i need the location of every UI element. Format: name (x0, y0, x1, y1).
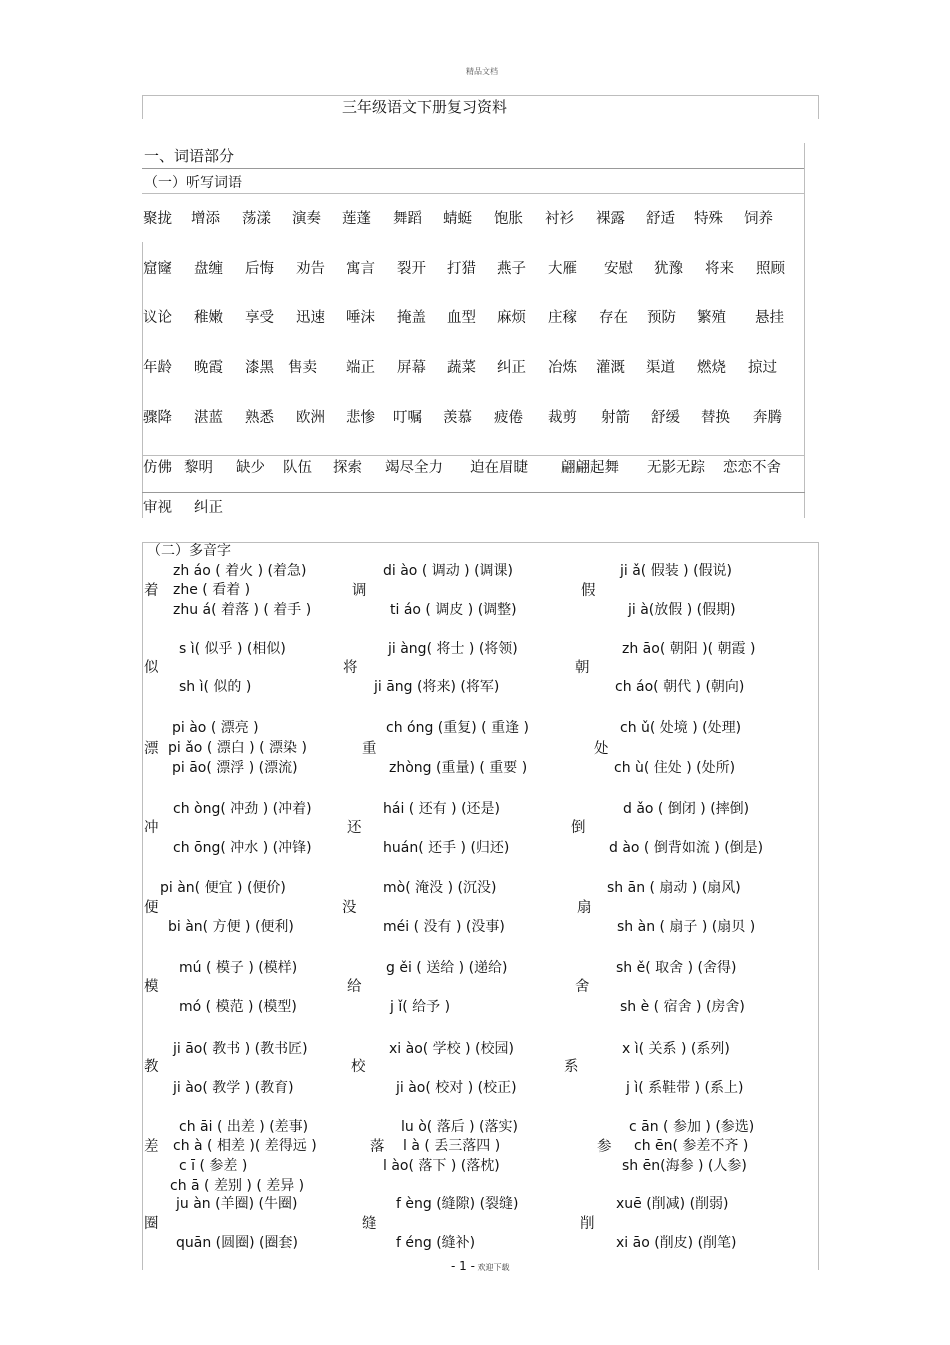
pronunciation-line: ji āng (将来) (将军) (374, 679, 500, 695)
polyphonic-char: 似 (144, 660, 159, 676)
polyphonic-char: 削 (580, 1216, 595, 1232)
pronunciation-line: mò( 淹没 ) (沉没) (383, 880, 497, 896)
word-item: 寓言 (346, 261, 375, 277)
table-line (142, 542, 143, 1270)
polyphonic-char: 差 (144, 1139, 159, 1155)
polyphonic-char: 给 (347, 979, 362, 995)
word-item: 安慰 (604, 261, 633, 277)
word-item: 探索 (333, 460, 362, 476)
pronunciation-line: ji ào( 教学 ) (教育) (173, 1080, 294, 1096)
word-item: 荡漾 (242, 211, 271, 227)
word-item: 麻烦 (497, 310, 526, 326)
pronunciation-line: ch ōng( 冲水 ) (冲锋) (173, 840, 312, 856)
section-heading: 一、词语部分 (144, 147, 235, 165)
pronunciation-line: ji àng( 将士 ) (将领) (388, 641, 518, 657)
word-item: 售卖 (288, 360, 317, 376)
pronunciation-line: ch ù( 住处 ) (处所) (614, 760, 736, 776)
word-item: 欧洲 (296, 410, 325, 426)
word-item: 渠道 (646, 360, 675, 376)
polyphonic-char: 冲 (144, 820, 159, 836)
word-item: 后悔 (245, 261, 274, 277)
pronunciation-line: j ì( 系鞋带 ) (系上) (626, 1080, 744, 1096)
pronunciation-line: di ào ( 调动 ) (调课) (383, 563, 514, 579)
pronunciation-line: ch ēn( 参差不齐 ) (634, 1138, 749, 1154)
word-item: 莲蓬 (342, 211, 371, 227)
pronunciation-line: sh è ( 宿舍 ) (房舍) (620, 999, 745, 1015)
word-item: 晚霞 (194, 360, 223, 376)
pronunciation-line: ch āi ( 出差 ) (差事) (179, 1119, 309, 1135)
word-item: 射箭 (601, 410, 630, 426)
word-item: 无影无踪 (647, 460, 705, 476)
table-line (804, 143, 805, 518)
polyphonic-char: 模 (144, 979, 159, 995)
header-label: 精品文档 (466, 67, 498, 76)
word-item: 奔腾 (753, 410, 782, 426)
polyphonic-char: 系 (564, 1059, 579, 1075)
page-footer (451, 1259, 509, 1273)
word-item: 掠过 (748, 360, 777, 376)
pronunciation-line: sh ě( 取舍 ) (舍得) (616, 960, 737, 976)
pronunciation-line: ch áo( 朝代 ) (朝向) (615, 679, 745, 695)
word-item: 冶炼 (548, 360, 577, 376)
pronunciation-line: zhe ( 看着 ) (173, 582, 251, 598)
polyphonic-char: 重 (362, 741, 377, 757)
word-item: 饲养 (744, 211, 773, 227)
word-item: 队伍 (283, 460, 312, 476)
word-item: 聚拢 (143, 211, 172, 227)
table-line (818, 542, 819, 1270)
word-item: 饱胀 (494, 211, 523, 227)
pronunciation-line: x ì( 关系 ) (系列) (622, 1041, 730, 1057)
word-item: 特殊 (694, 211, 723, 227)
word-item: 繁殖 (697, 310, 726, 326)
word-item: 议论 (143, 310, 172, 326)
word-item: 燃烧 (697, 360, 726, 376)
pronunciation-line: f éng (缝补) (396, 1235, 476, 1251)
word-item: 享受 (245, 310, 274, 326)
word-item: 羡慕 (443, 410, 472, 426)
polyphonic-char: 倒 (571, 820, 586, 836)
word-item: 纠正 (194, 500, 223, 516)
pronunciation-line: pi àn( 便宜 ) (便价) (160, 880, 286, 896)
word-item: 审视 (143, 500, 172, 516)
word-item: 存在 (599, 310, 628, 326)
word-item: 仿佛 (143, 460, 172, 476)
word-item: 裸露 (596, 211, 625, 227)
word-item: 稚嫩 (194, 310, 223, 326)
table-line (818, 95, 819, 119)
pronunciation-line: ju àn (羊圈) (牛圈) (176, 1196, 298, 1212)
pronunciation-line: s ì( 似乎 ) (相似) (179, 641, 286, 657)
word-item: 照顾 (756, 261, 785, 277)
subsection-heading: （一）听写词语 (144, 175, 242, 191)
word-item: 缺少 (236, 460, 265, 476)
word-item: 盘缠 (194, 261, 223, 277)
polyphonic-char: 假 (581, 583, 596, 599)
pronunciation-line: l ào( 落下 ) (落枕) (383, 1158, 500, 1174)
word-item: 蜻蜓 (443, 211, 472, 227)
pronunciation-line: l à ( 丢三落四 ) (403, 1138, 501, 1154)
pronunciation-line: xi ào( 学校 ) (校园) (389, 1041, 514, 1057)
pronunciation-line: g ěi ( 送给 ) (递给) (386, 960, 508, 976)
word-item: 舒适 (646, 211, 675, 227)
word-item: 恋恋不舍 (723, 460, 781, 476)
polyphonic-char: 舍 (575, 979, 590, 995)
polyphonic-char: 还 (347, 820, 362, 836)
word-item: 骤降 (143, 410, 172, 426)
word-item: 熟悉 (245, 410, 274, 426)
polyphonic-char: 着 (144, 583, 159, 599)
pronunciation-line: pi āo( 漂浮 ) (漂流) (172, 760, 298, 776)
pronunciation-line: huán( 还手 ) (归还) (383, 840, 510, 856)
pronunciation-line: mú ( 模子 ) (模样) (179, 960, 298, 976)
pronunciation-line: j ǐ( 给予 ) (390, 999, 451, 1015)
polyphonic-char: 校 (351, 1059, 366, 1075)
pronunciation-line: ji ǎ( 假装 ) (假说) (620, 563, 733, 579)
pronunciation-line: ch ǔ( 处境 ) (处理) (620, 720, 742, 736)
pronunciation-line: sh àn ( 扇子 ) (扇贝 ) (617, 919, 756, 935)
word-item: 悲惨 (346, 410, 375, 426)
word-item: 舞蹈 (393, 211, 422, 227)
pronunciation-line: zh áo ( 着火 ) (着急) (173, 563, 307, 579)
pronunciation-line: quān (圆圈) (圈套) (176, 1235, 298, 1251)
pronunciation-line: c ān ( 参加 ) (参选) (629, 1119, 755, 1135)
pronunciation-line: hái ( 还有 ) (还是) (383, 801, 500, 817)
polyphonic-char: 教 (144, 1059, 159, 1075)
word-item: 灌溉 (596, 360, 625, 376)
pronunciation-line: sh ēn(海参 ) (人参) (622, 1158, 747, 1174)
pronunciation-line: bi àn( 方便 ) (便利) (168, 919, 294, 935)
word-item: 疲倦 (494, 410, 523, 426)
pronunciation-line: xuē (削减) (削弱) (616, 1196, 729, 1212)
word-item: 裁剪 (548, 410, 577, 426)
table-line (142, 492, 805, 493)
pronunciation-line: d ào ( 倒背如流 ) (倒是) (609, 840, 764, 856)
pronunciation-line: f èng (缝隙) (裂缝) (396, 1196, 519, 1212)
polyphonic-char: 处 (594, 741, 609, 757)
word-item: 蔬菜 (447, 360, 476, 376)
table-line (142, 95, 143, 119)
pronunciation-line: mó ( 模范 ) (模型) (179, 999, 297, 1015)
word-item: 纠正 (497, 360, 526, 376)
pronunciation-line: ch à ( 相差 )( 差得远 ) (173, 1138, 317, 1154)
table-line (142, 542, 818, 543)
pronunciation-line: ch òng( 冲劲 ) (冲着) (173, 801, 312, 817)
polyphonic-char: 朝 (575, 660, 590, 676)
pronunciation-line: pi ào ( 漂亮 ) (172, 720, 259, 736)
word-item: 迫在眉睫 (470, 460, 528, 476)
word-item: 叮嘱 (393, 410, 422, 426)
word-item: 竭尽全力 (385, 460, 443, 476)
word-item: 掩盖 (397, 310, 426, 326)
pronunciation-line: pi ǎo ( 漂白 ) ( 漂染 ) (168, 740, 307, 756)
polyphonic-char: 调 (352, 583, 367, 599)
word-item: 替换 (701, 410, 730, 426)
pronunciation-line: ji ào( 校对 ) (校正) (396, 1080, 517, 1096)
word-item: 屏幕 (397, 360, 426, 376)
word-item: 衬衫 (545, 211, 574, 227)
polyphonic-char: 将 (343, 660, 358, 676)
pronunciation-line: zh āo( 朝阳 )( 朝霞 ) (622, 641, 756, 657)
word-item: 唾沫 (346, 310, 375, 326)
pronunciation-line: lu ò( 落后 ) (落实) (401, 1119, 518, 1135)
footer-note: 欢迎下载 (477, 1263, 510, 1272)
pronunciation-line: ji āo( 教书 ) (教书匠) (173, 1041, 308, 1057)
word-item: 漆黑 (245, 360, 274, 376)
word-item: 悬挂 (755, 310, 784, 326)
polyphonic-char: 没 (342, 900, 357, 916)
subsection-heading: （二）多音字 (147, 543, 231, 559)
word-item: 端正 (346, 360, 375, 376)
pronunciation-line: xi āo (削皮) (削笔) (616, 1235, 737, 1251)
pronunciation-line: ch óng (重复) ( 重逢 ) (386, 720, 529, 736)
polyphonic-char: 便 (144, 900, 159, 916)
word-item: 迅速 (296, 310, 325, 326)
polyphonic-char: 缝 (362, 1216, 377, 1232)
pronunciation-line: sh ān ( 扇动 ) (扇风) (607, 880, 741, 896)
word-item: 年龄 (143, 360, 172, 376)
pronunciation-line: sh ì( 似的 ) (179, 679, 252, 695)
word-item: 舒缓 (651, 410, 680, 426)
word-item: 犹豫 (654, 261, 683, 277)
word-item: 将来 (705, 261, 734, 277)
word-item: 打猎 (447, 261, 476, 277)
pronunciation-line: ji à(放假 ) (假期) (628, 602, 736, 618)
word-item: 预防 (647, 310, 676, 326)
pronunciation-line: ti áo ( 调皮 ) (调整) (390, 602, 517, 618)
pronunciation-line: méi ( 没有 ) (没事) (383, 919, 505, 935)
word-item: 增添 (191, 211, 220, 227)
polyphonic-char: 圈 (144, 1216, 159, 1232)
polyphonic-char: 漂 (144, 741, 159, 757)
polyphonic-char: 扇 (577, 900, 592, 916)
polyphonic-char: 落 (370, 1139, 385, 1155)
word-item: 大雁 (548, 261, 577, 277)
word-item: 窟窿 (143, 261, 172, 277)
table-line (142, 193, 805, 194)
word-item: 燕子 (497, 261, 526, 277)
pronunciation-line: zhòng (重量) ( 重要 ) (389, 760, 528, 776)
word-item: 翩翩起舞 (561, 460, 619, 476)
word-item: 演奏 (292, 211, 321, 227)
page-title: 三年级语文下册复习资料 (342, 98, 508, 116)
table-line (142, 168, 805, 169)
pronunciation-line: c ī ( 参差 ) (179, 1158, 248, 1174)
word-item: 黎明 (184, 460, 213, 476)
word-item: 裂开 (397, 261, 426, 277)
page-number: - 1 - (451, 1259, 475, 1273)
pronunciation-line: ch ā ( 差别 ) ( 差异 ) (170, 1178, 305, 1194)
pronunciation-line: d ǎo ( 倒闭 ) (摔倒) (623, 801, 750, 817)
word-item: 庄稼 (548, 310, 577, 326)
polyphonic-char: 参 (597, 1139, 612, 1155)
pronunciation-line: zhu á( 着落 ) ( 着手 ) (173, 602, 312, 618)
word-item: 血型 (447, 310, 476, 326)
word-item: 湛蓝 (194, 410, 223, 426)
word-item: 劝告 (296, 261, 325, 277)
